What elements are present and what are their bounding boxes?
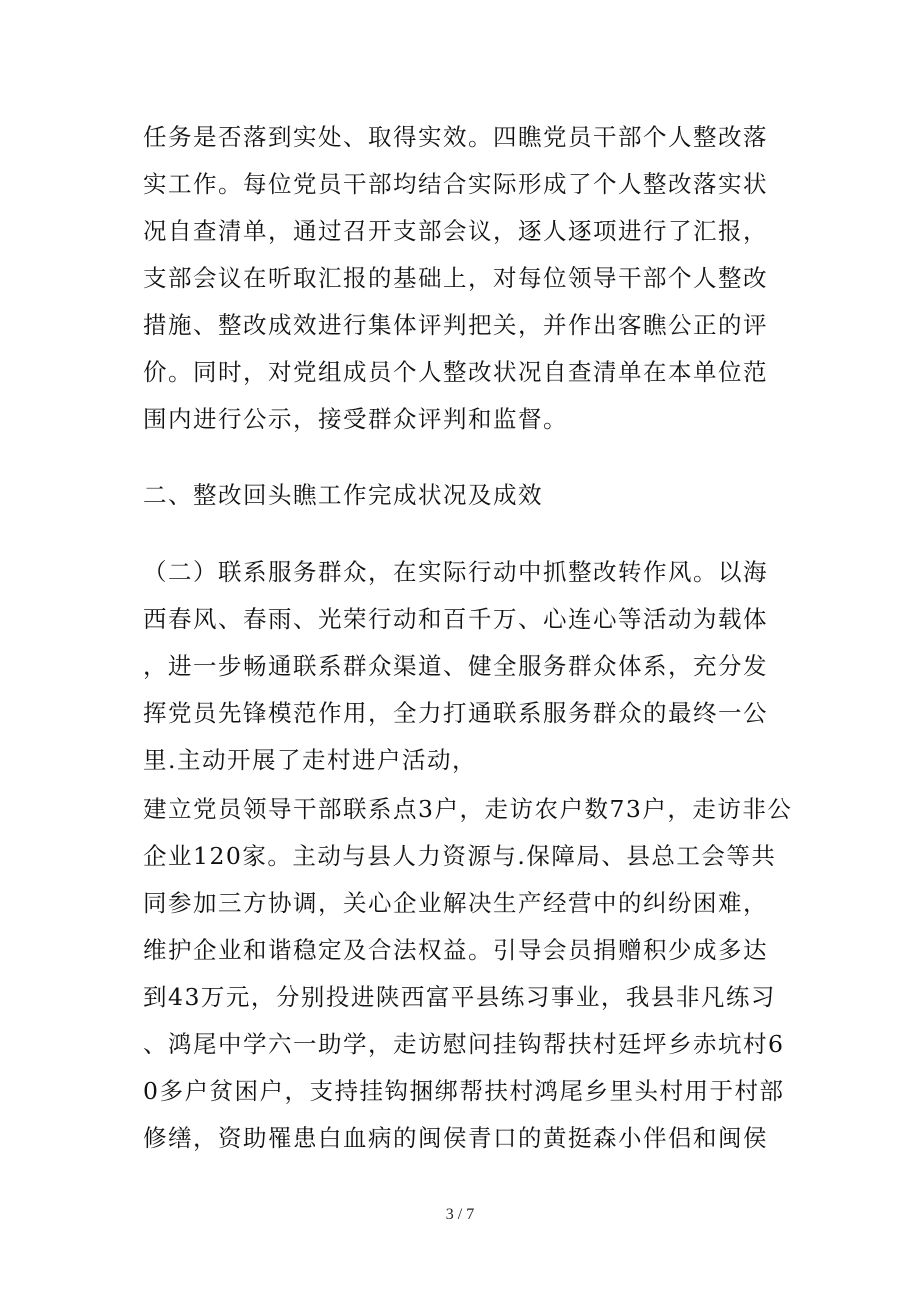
paragraph-line: 维护企业和谐稳定及合法权益。引导会员捐赠积少成多达 xyxy=(143,936,768,964)
paragraph-line: （二）联系服务群众，在实际行动中抓整改转作风。以海 xyxy=(143,558,768,586)
paragraph-line: 任务是否落到实处、取得实效。四瞧党员干部个人整改落 xyxy=(143,123,768,151)
paragraph-line: 价。同时，对党组成员个人整改状况自查清单在本单位范 xyxy=(143,358,768,386)
paragraph-line: 西春风、春雨、光荣行动和百千万、心连心等活动为载体 xyxy=(143,605,768,633)
paragraph-line: 支部会议在听取汇报的基础上，对每位领导干部个人整改 xyxy=(143,264,768,292)
paragraph-line: 挥党员先锋模范作用，全力打通联系服务群众的最终一公 xyxy=(143,699,768,727)
paragraph-line: 况自查清单，通过召开支部会议，逐人逐项进行了汇报， xyxy=(143,217,768,245)
paragraph-line: 修缮，资助罹患白血病的闽侯青口的黄挺森小伴侣和闽侯 xyxy=(143,1124,768,1152)
paragraph-line: 、鸿尾中学六一助学，走访慰问挂钩帮扶村廷坪乡赤坑村6 xyxy=(143,1030,785,1058)
paragraph-line: 里.主动开展了走村进户活动， xyxy=(143,746,477,774)
page-number: 3 / 7 xyxy=(445,1206,475,1223)
paragraph-line: 企业120家。主动与县人力资源与.保障局、县总工会等共 xyxy=(143,842,777,870)
paragraph-line: 实工作。每位党员干部均结合实际形成了个人整改落实状 xyxy=(143,170,768,198)
paragraph-line: 同参加三方协调，关心企业解决生产经营中的纠纷困难， xyxy=(143,889,768,917)
paragraph-line: 建立党员领导干部联系点3户，走访农户数73户，走访非公 xyxy=(143,795,793,823)
paragraph-line: 到43万元，分别投进陕西富平县练习事业，我县非凡练习 xyxy=(143,983,776,1011)
paragraph-line: 0多户贫困户，支持挂钩捆绑帮扶村鸿尾乡里头村用于村部 xyxy=(143,1077,785,1105)
paragraph-line: ，进一步畅通联系群众渠道、健全服务群众体系，充分发 xyxy=(143,652,768,680)
paragraph-line: 措施、整改成效进行集体评判把关，并作出客瞧公正的评 xyxy=(143,311,768,339)
paragraph-line: 围内进行公示，接受群众评判和监督。 xyxy=(143,405,568,433)
section-heading: 二、整改回头瞧工作完成状况及成效 xyxy=(143,481,543,509)
